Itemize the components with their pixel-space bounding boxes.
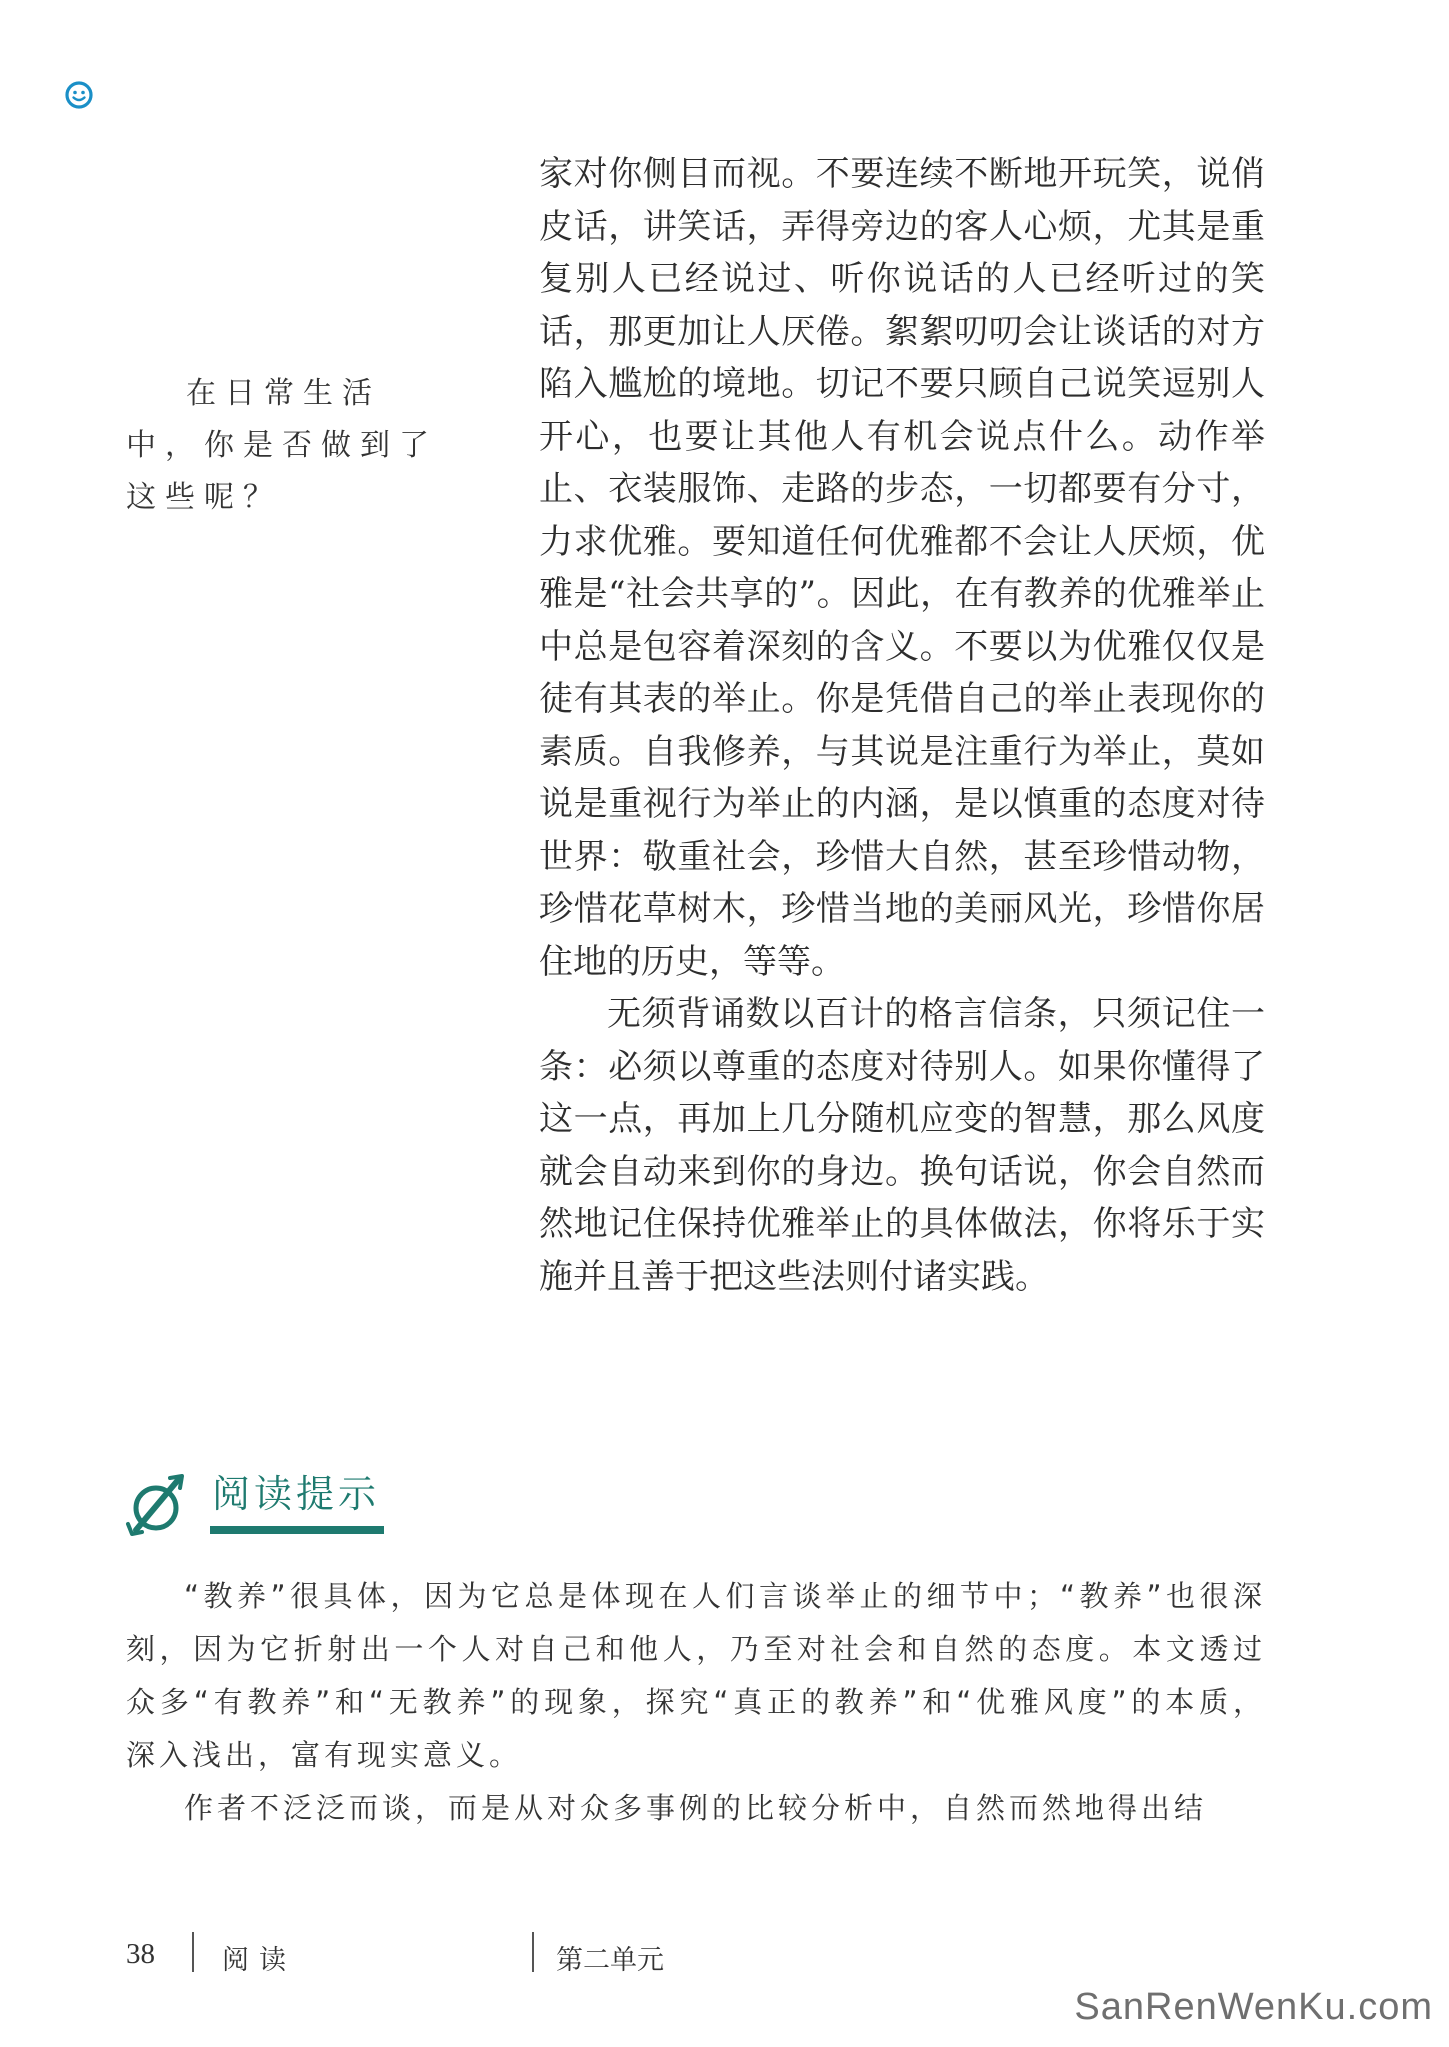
footer-unit-label: 第二单元 xyxy=(556,1945,664,1976)
smiley-face-icon xyxy=(64,80,94,110)
tips-paragraph-2: 作者不泛泛而谈，而是从对众多事例的比较分析中，自然而然地得出结 xyxy=(184,1791,1208,1825)
page-footer xyxy=(0,1930,1449,1980)
footer-divider xyxy=(192,1932,194,1972)
footer-divider xyxy=(532,1932,534,1972)
main-paragraph-1: 家对你侧目而视。不要连续不断地开玩笑，说俏皮话，讲笑话，弄得旁边的客人心烦，尤其是重复别人已经说过、听你说话的人已经听过的笑话，那更加让人厌倦。絮絮叨叨会让谈话的对方陷入尴尬的境地。切记不要只顾自己说笑逗别人开心，也要让其他人有机会说点什么。动作举止、衣装服饰、走路的步态，一切都要有分寸，力求优雅。要知道任何优雅都不会让人厌烦，优雅是“社会共享的”。因此，在有教养的优雅举止中总是包容着深刻的含义。不要以为优雅仅仅是徒有其表的举止。你是凭借自己的举止表现你的素质。自我修养，与其说是注重行为举止，莫如说是重视行为举止的内涵，是以慎重的态度对待世界：敬重社会，珍惜大自然，甚至珍惜动物，珍惜花草树木，珍惜当地的美丽风光，珍惜你居住地的历史，等等。 xyxy=(539,154,1265,982)
reading-tips-title: 阅读提示 xyxy=(212,1472,381,1516)
watermark: SanRenWenKu.com xyxy=(1074,1986,1433,2028)
tips-paragraph-1: “教养”很具体，因为它总是体现在人们言谈举止的细节中；“教养”也很深刻，因为它折射出一个人对自己和他人，乃至对社会和自然的态度。本文透过众多“有教养”和“无教养”的现象，探究“真正的教养”和“优雅风度”的本质，深入浅出，富有现实意义。 xyxy=(126,1579,1266,1772)
reading-tips-body xyxy=(126,1570,1266,1835)
main-paragraph-2: 无须背诵数以百计的格言信条，只须记住一条：必须以尊重的态度对待别人。如果你懂得了这一点，再加上几分随机应变的智慧，那么风度就会自动来到你的身边。换句话说，你会自然而然地记住保持优雅举止的具体做法，你将乐于实施并且善于把这些法则付诸实践。 xyxy=(539,994,1265,1297)
margin-note xyxy=(126,368,438,524)
reading-tips-underline xyxy=(210,1526,384,1534)
reading-tips-header xyxy=(122,1468,422,1548)
main-text-column xyxy=(539,148,1265,1303)
footer-section-label: 阅读 xyxy=(222,1945,296,1976)
reading-tips-logo-icon xyxy=(122,1472,190,1540)
page-number: 38 xyxy=(126,1938,155,1970)
margin-note-text: 在日常生活中，你是否做到了这些呢？ xyxy=(126,376,438,515)
